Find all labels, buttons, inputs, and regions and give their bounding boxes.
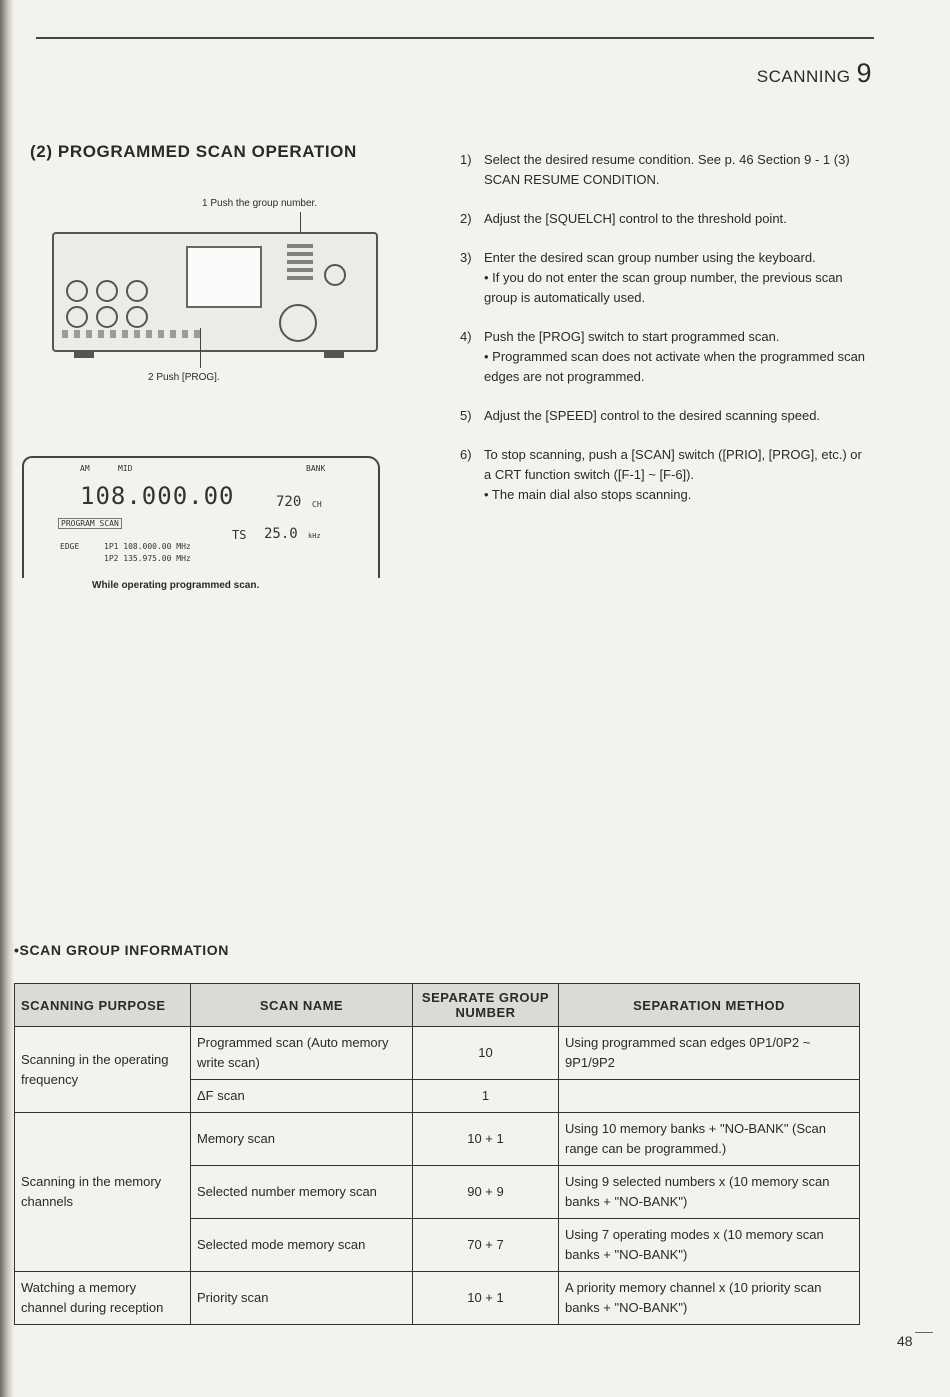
lcd-edge-label: EDGE [60,542,80,551]
table-row [15,1272,860,1325]
table-header-row [15,984,860,1027]
page-number: 48 [897,1333,913,1349]
step-item [460,406,872,426]
step-number: 2) [460,211,472,226]
display-illustration [22,456,380,578]
lcd-ts-value: 25.0 [264,526,298,542]
chapter-heading [757,58,872,89]
step-text: Enter the desired scan group number using the keyboard. [484,250,816,265]
column-header: SCAN NAME [191,984,413,1027]
main-dial-icon [279,304,317,342]
step-note: • Programmed scan does not activate when the programmed scan edges are not programmed. [484,349,866,384]
step-number: 4) [460,329,472,344]
display-caption: While operating programmed scan. [92,580,260,591]
knob-icon [126,306,148,328]
callout-group-number: 1 Push the group number. [202,198,318,209]
radio-foot [74,352,94,358]
knob-icon [66,306,88,328]
leader-line-prog [200,328,201,368]
step-text: Push the [PROG] switch to start programmed scan. [484,329,780,344]
info-table-title: •SCAN GROUP INFORMATION [14,942,229,958]
lcd-edge-2: 1P2 135.975.00 MHz [104,554,191,563]
step-number: 5) [460,408,472,423]
lcd-mid: MID [118,464,133,473]
lcd-channel: 720 [276,494,302,510]
purpose-cell: Watching a memory channel during reception [15,1272,191,1325]
step-text: To stop scanning, push a [SCAN] switch ([PRIO], [PROG], etc.) or a CRT function switch ([F-1] ~ [F-6]). [484,447,862,482]
lcd-edge-1: 1P1 108.000.00 MHz [104,542,191,551]
step-number: 3) [460,250,472,265]
page-number-rule [915,1332,933,1333]
group-number-cell: 10 + 1 [413,1113,559,1166]
group-number-cell: 70 + 7 [413,1219,559,1272]
step-number: 1) [460,152,472,167]
lcd-mode: AM [80,464,90,473]
knob-icon [66,280,88,302]
table-row [15,1113,860,1166]
method-cell: Using 9 selected numbers x (10 memory scan banks + "NO-BANK") [559,1166,860,1219]
knob-icon [96,306,118,328]
step-number: 6) [460,447,472,462]
step-item [460,209,872,229]
lcd-status: PROGRAM SCAN [58,518,122,529]
knob-icon [96,280,118,302]
scan-name-cell: Memory scan [191,1113,413,1166]
purpose-cell: Scanning in the memory channels [15,1113,191,1272]
method-cell: Using programmed scan edges 0P1/0P2 ~ 9P1/9P2 [559,1027,860,1080]
lcd-channel-unit: CH [312,500,322,509]
section-title: (2) PROGRAMMED SCAN OPERATION [30,142,357,161]
page-binding-shadow [0,0,14,1397]
knob-icon [324,264,346,286]
crt-screen [186,246,262,308]
purpose-cell: Scanning in the operating frequency [15,1027,191,1113]
method-cell [559,1080,860,1113]
lcd-ts-label: TS [232,528,247,542]
lcd-ts-unit: kHz [308,532,321,540]
step-item [460,445,872,505]
method-cell: Using 10 memory banks + "NO-BANK" (Scan range can be programmed.) [559,1113,860,1166]
method-cell: Using 7 operating modes x (10 memory scan banks + "NO-BANK") [559,1219,860,1272]
keypad-graphic [287,244,313,282]
step-note: • If you do not enter the scan group number, the previous scan group is automatically used. [484,270,843,305]
button-row-graphic [62,330,202,338]
scan-name-cell: Selected number memory scan [191,1166,413,1219]
column-header: SCANNING PURPOSE [15,984,191,1027]
step-note: • The main dial also stops scanning. [484,487,692,502]
scan-name-cell: Priority scan [191,1272,413,1325]
scan-name-cell: ΔF scan [191,1080,413,1113]
step-item [460,248,872,308]
step-text: Select the desired resume condition. See p. 46 Section 9 - 1 (3) SCAN RESUME CONDITION. [484,152,850,187]
procedure-steps [460,150,872,524]
scan-name-cell: Selected mode memory scan [191,1219,413,1272]
scan-group-table [14,983,860,1325]
header-rule [36,37,874,39]
callout-prog: 2 Push [PROG]. [148,372,220,383]
step-item [460,150,872,190]
column-header: SEPARATE GROUP NUMBER [413,984,559,1027]
radio-foot [324,352,344,358]
method-cell: A priority memory channel x (10 priority scan banks + "NO-BANK") [559,1272,860,1325]
group-number-cell: 1 [413,1080,559,1113]
table-row [15,1027,860,1080]
scan-name-cell: Programmed scan (Auto memory write scan) [191,1027,413,1080]
step-text: Adjust the [SPEED] control to the desired scanning speed. [484,408,821,423]
chapter-number: 9 [856,58,872,88]
column-header: SEPARATION METHOD [559,984,860,1027]
chapter-label: SCANNING [756,67,851,86]
step-text: Adjust the [SQUELCH] control to the threshold point. [484,211,787,226]
group-number-cell: 90 + 9 [413,1166,559,1219]
group-number-cell: 10 + 1 [413,1272,559,1325]
step-item [460,327,872,387]
lcd-bank: BANK [306,464,326,473]
knob-icon [126,280,148,302]
group-number-cell: 10 [413,1027,559,1080]
lcd-frequency: 108.000.00 [80,482,235,510]
radio-front-panel-illustration [52,232,378,352]
